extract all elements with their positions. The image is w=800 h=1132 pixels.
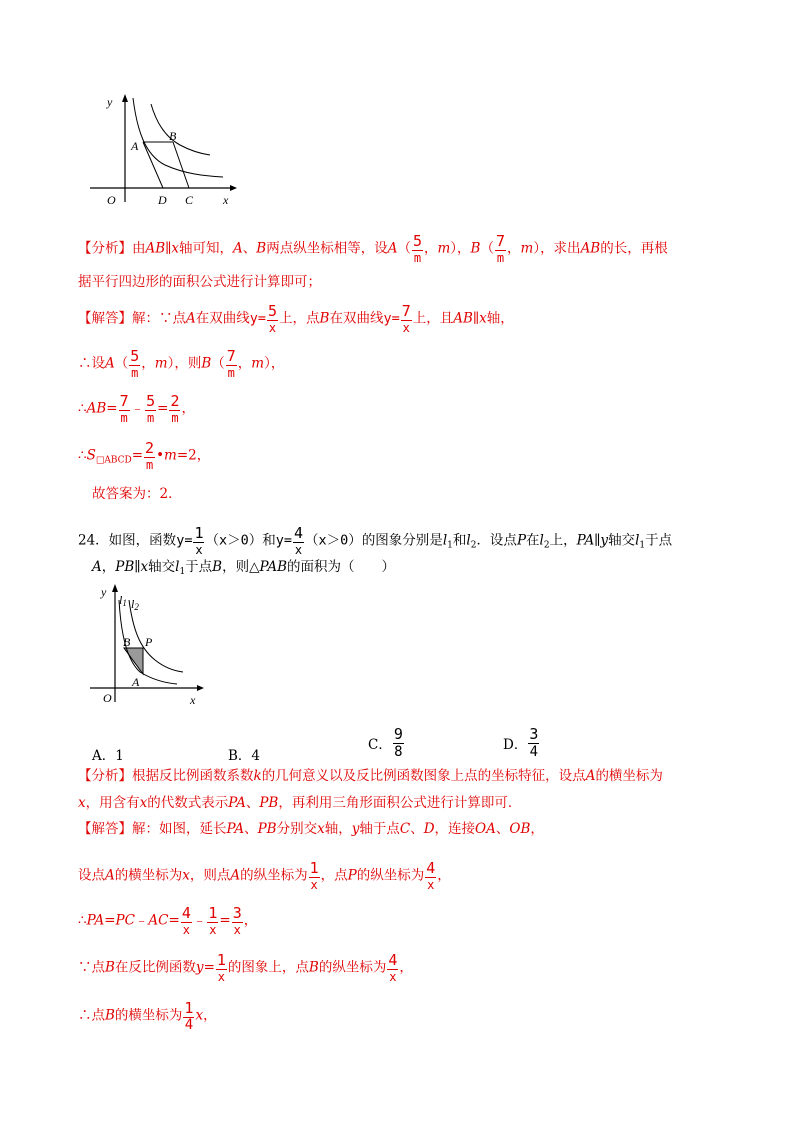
q24-line1 — [78, 525, 672, 557]
text: 轴， — [324, 821, 352, 837]
fraction — [193, 525, 204, 557]
option-c — [368, 726, 405, 760]
text: ， — [243, 912, 258, 929]
var: AB∥x — [145, 240, 180, 257]
var: m — [251, 355, 265, 372]
fig1-label-b: B — [169, 129, 177, 143]
text: ﹣ — [134, 912, 149, 929]
condition: （x＞0） — [305, 532, 362, 549]
numerator: 1 — [194, 524, 204, 542]
fig1-label-y: y — [107, 95, 113, 109]
var: B — [212, 559, 223, 575]
fraction — [309, 860, 320, 892]
text: 根据反比例函数系数 — [132, 768, 254, 784]
var: m — [154, 355, 168, 372]
text: 轴于点 — [359, 821, 400, 837]
text: ，点 — [320, 867, 348, 884]
text: 的纵坐标为 — [318, 959, 387, 976]
fraction — [293, 525, 304, 557]
text: ∴点 — [78, 1007, 105, 1024]
s1-solve-line2: ∴设A（ $\frac{5}{m}$ ，m），则B（ $\frac{7}{m}$ ，m）， — [78, 347, 285, 380]
text: ， — [399, 959, 413, 976]
var: B — [470, 240, 481, 257]
s2-analysis-line2 — [78, 794, 521, 812]
text: 、 — [242, 240, 257, 257]
fraction — [387, 952, 398, 984]
var: PB — [259, 795, 279, 811]
subscript: 2 — [543, 540, 550, 551]
fraction — [183, 1000, 194, 1032]
text: = — [104, 912, 116, 929]
fraction — [129, 348, 140, 380]
var: m — [520, 240, 534, 257]
figure-2-triangle — [85, 580, 215, 710]
fraction — [119, 393, 130, 425]
fraction — [169, 393, 180, 425]
denominator: x — [294, 543, 303, 557]
text: ，则△ — [222, 559, 260, 575]
fraction — [181, 905, 192, 937]
fig2-label-a: A — [132, 675, 140, 689]
text: 轴可知， — [179, 240, 234, 257]
fig2-shaded-triangle — [124, 648, 143, 674]
numerator: 7 — [119, 392, 129, 410]
var: C — [399, 821, 411, 837]
fig2-label-x: x — [190, 693, 196, 707]
text: 的图象上，点 — [227, 959, 309, 976]
option-a: A．1 — [92, 748, 124, 764]
l1: l — [119, 593, 123, 607]
solve-tag: 【解答】 — [78, 310, 132, 327]
numerator: 1 — [184, 999, 194, 1017]
fig1-bc — [173, 142, 189, 188]
var: AB — [86, 400, 107, 417]
text: 在双曲线 — [329, 310, 384, 327]
numerator: 5 — [130, 347, 140, 365]
text: ∴ — [78, 447, 87, 464]
equals: = — [219, 912, 231, 929]
text: 的纵坐标为 — [356, 867, 425, 884]
text: ， — [203, 1007, 217, 1024]
condition: （x＞0） — [205, 532, 263, 549]
text: ， — [437, 867, 451, 884]
var: A — [387, 240, 398, 257]
numerator: 3 — [232, 904, 242, 922]
var: PB — [257, 821, 277, 837]
var: AB∥x — [453, 310, 487, 327]
var: PA∥y — [576, 532, 609, 549]
var: x — [195, 1007, 204, 1024]
q24-line2 — [92, 558, 395, 581]
denominator: x — [310, 878, 318, 892]
var: PA — [228, 795, 246, 811]
denominator: x — [195, 543, 203, 557]
s1-answer: 故答案为：2． — [92, 486, 182, 502]
l2-sub: 2 — [134, 602, 139, 612]
denominator: 4 — [529, 744, 539, 760]
fig2-label-l1 — [119, 593, 127, 608]
fraction — [145, 393, 156, 425]
var: P — [516, 532, 527, 549]
analysis-tag: 【分析】 — [78, 768, 132, 784]
text: ，再利用三角形面积公式进行计算即可． — [278, 795, 522, 811]
text: ．设点 — [476, 532, 517, 549]
text: 轴交 — [608, 532, 636, 549]
label: C． — [368, 737, 392, 753]
fraction — [495, 233, 506, 265]
text: = — [106, 400, 118, 417]
text: 在双曲线 — [195, 310, 250, 327]
var: PC — [115, 912, 135, 929]
text: 的长，再根 — [600, 240, 668, 257]
text: 上，且 — [412, 310, 454, 327]
var: A — [105, 867, 115, 884]
text: 于点 — [645, 532, 673, 549]
var: A — [105, 355, 115, 372]
numerator: 4 — [426, 859, 436, 877]
fig2-label-l2 — [131, 597, 139, 612]
option-b: B．4 — [228, 748, 261, 764]
text: 在反比例函数 — [114, 959, 196, 976]
subscript: 1 — [639, 540, 646, 551]
var: B — [308, 959, 319, 976]
fig2-label-o: O — [103, 691, 112, 705]
var: l — [442, 532, 448, 549]
text: 、 — [410, 821, 424, 837]
denominator: x — [209, 923, 217, 937]
solve-tag: 【解答】 — [78, 821, 132, 837]
numerator: 1 — [309, 859, 319, 877]
text: 于点 — [185, 559, 213, 575]
var: P — [347, 867, 357, 884]
text: 的横坐标为 — [595, 768, 663, 784]
text: 的横坐标为 — [114, 867, 183, 884]
l1-sub: 1 — [122, 598, 127, 608]
text: 轴交 — [148, 559, 176, 575]
fraction — [232, 905, 243, 937]
minus: ﹣ — [192, 912, 207, 929]
var: D — [423, 821, 435, 837]
var: S — [86, 447, 96, 464]
var: A — [230, 867, 241, 884]
denominator: m — [171, 411, 179, 425]
denominator: x — [233, 923, 241, 937]
var: OA — [475, 821, 496, 837]
fraction — [216, 952, 227, 984]
var: m — [437, 240, 451, 257]
s2-solve-line4 — [78, 952, 413, 984]
text: = — [203, 959, 215, 976]
fig2-label-b: B — [123, 635, 131, 649]
equals: = — [157, 400, 169, 417]
var: y — [351, 821, 360, 837]
text: 、 — [245, 795, 260, 811]
var: A — [233, 240, 243, 257]
fraction — [144, 440, 155, 472]
fraction — [425, 860, 436, 892]
text: 的纵坐标为 — [240, 867, 308, 884]
text: 和 — [452, 532, 467, 549]
numerator: 4 — [181, 904, 191, 922]
var: B — [105, 959, 115, 976]
text: = — [168, 912, 180, 929]
subscript: □ABCD — [95, 455, 132, 466]
var: y — [195, 959, 204, 976]
fig1-curve-outer — [151, 104, 210, 155]
var: A — [186, 310, 196, 327]
y-eq: y= — [383, 310, 400, 327]
text: 分别交 — [276, 821, 318, 837]
fig1-label-o: O — [107, 193, 116, 207]
var: •m — [156, 447, 177, 464]
text: 两点纵坐标相等，设 — [266, 240, 388, 257]
numerator: 5 — [268, 302, 278, 320]
text: 由 — [132, 240, 146, 257]
text: ，则 — [174, 355, 202, 372]
fraction — [401, 303, 412, 335]
denominator: x — [268, 321, 277, 335]
text: 的几何意义以及反比例函数图象上点的坐标特征，设点 — [261, 768, 586, 784]
fig2-label-y: y — [101, 585, 107, 599]
var: A — [92, 559, 102, 575]
var: l — [539, 532, 544, 549]
subscript: 2 — [470, 540, 477, 551]
text: ，则点 — [189, 867, 231, 884]
s2-analysis-line1 — [78, 767, 663, 785]
var: B — [256, 240, 267, 257]
s1-solve-line3: ∴AB= $\frac{7}{m}$ ﹣ $\frac{5}{m}$ = $\frac{2}{m}$ ， — [78, 392, 195, 425]
fig1-ad — [143, 142, 163, 188]
subscript: 1 — [179, 567, 186, 577]
fraction — [267, 303, 278, 335]
fraction — [393, 726, 404, 760]
var: l — [175, 559, 180, 575]
denominator: m — [413, 251, 422, 265]
fraction — [412, 233, 423, 265]
var: B — [201, 355, 212, 372]
text: 解：∵点 — [132, 310, 186, 327]
var: PAB — [259, 559, 287, 575]
numerator: 4 — [388, 951, 398, 969]
fig2-label-p: P — [145, 635, 153, 649]
denominator: 4 — [184, 1017, 194, 1033]
s2-solve-line2 — [78, 860, 451, 892]
var: B — [105, 1007, 115, 1024]
denominator: x — [182, 923, 190, 937]
text: 轴， — [486, 310, 514, 327]
fraction — [528, 726, 539, 760]
denominator: x — [427, 878, 435, 892]
y-eq: y= — [275, 532, 293, 549]
numerator: 4 — [294, 524, 304, 542]
numerator: 7 — [401, 302, 411, 320]
option-d — [503, 726, 540, 760]
fig2-x-arrow — [197, 685, 204, 691]
denominator: x — [217, 970, 225, 984]
numerator: 1 — [208, 904, 218, 922]
s1-analysis-line1: 【分析】由AB∥x轴可知，A、B两点纵坐标相等，设A（ $\frac{5}{m}$ ，m），B（ $\frac{7}{m}$ ，m），求出AB的长，再根 — [78, 232, 668, 265]
text: ∴ — [78, 912, 87, 929]
y-eq: y= — [249, 310, 267, 327]
text: ，用含有 — [85, 795, 140, 811]
label: D． — [503, 737, 528, 753]
var: x — [317, 821, 325, 837]
text: ， — [530, 821, 544, 837]
var: PA — [86, 912, 105, 929]
var: PB∥x — [115, 559, 149, 575]
numerator: 7 — [226, 347, 236, 365]
fig1-x-arrow — [230, 185, 237, 191]
var: k — [253, 768, 262, 784]
denominator: x — [389, 970, 397, 984]
denominator: x — [402, 321, 410, 335]
s2-solve-line3 — [78, 905, 257, 937]
var: l — [466, 532, 471, 549]
text: 在 — [526, 532, 540, 549]
denominator: 8 — [394, 744, 403, 760]
fig1-label-c: C — [185, 193, 194, 207]
denominator: m — [496, 251, 505, 265]
numerator: 5 — [146, 392, 156, 410]
analysis-tag: 【分析】 — [78, 240, 132, 257]
text: 的代数式表示 — [147, 795, 229, 811]
numerator: 3 — [529, 725, 539, 743]
var: x — [182, 867, 190, 884]
text: 24．如图，函数 — [78, 532, 177, 549]
text: ，求出 — [540, 240, 581, 257]
text: 解：如图，延长 — [132, 821, 227, 837]
text: =2， — [176, 447, 211, 464]
text: 设点 — [78, 867, 105, 884]
y-eq: y= — [176, 532, 193, 549]
denominator: m — [120, 411, 128, 425]
var: AC — [148, 912, 169, 929]
fraction — [226, 348, 237, 380]
numerator: 9 — [393, 725, 403, 743]
var: x — [139, 795, 148, 811]
fig1-label-d: D — [158, 193, 167, 207]
text: = — [131, 447, 144, 464]
text: 上，点 — [279, 310, 320, 327]
subscript: 1 — [447, 540, 453, 551]
s2-solve-line5 — [78, 1000, 217, 1032]
denominator: m — [145, 458, 154, 472]
numerator: 5 — [412, 232, 422, 250]
l2: l — [131, 597, 135, 611]
text: 的图象分别是 — [361, 532, 443, 549]
var: OB — [509, 821, 531, 837]
denominator: m — [227, 366, 235, 380]
fig1-y-arrow — [122, 94, 128, 102]
text: 的横坐标为 — [114, 1007, 183, 1024]
text: ， — [101, 559, 116, 575]
text: ∴ — [78, 400, 87, 417]
s2-solve-line1 — [78, 820, 544, 838]
text: 上， — [549, 532, 577, 549]
var: x — [78, 795, 86, 811]
numerator: 2 — [145, 439, 155, 457]
s1-analysis-line2: 据平行四边形的面积公式进行计算即可； — [78, 274, 321, 290]
text: ∴设 — [78, 355, 105, 372]
fraction — [207, 905, 218, 937]
var: A — [585, 768, 596, 784]
fig2-y-arrow — [112, 584, 118, 592]
var: PA — [226, 821, 245, 837]
figure-1-parallelogram — [85, 90, 245, 215]
fig1-label-x: x — [223, 193, 229, 207]
var: l — [635, 532, 640, 549]
minus: ﹣ — [130, 400, 145, 417]
text: 的面积为（ ） — [287, 559, 395, 575]
denominator: m — [131, 366, 139, 380]
s1-solve-line1 — [78, 303, 514, 335]
text: 、 — [495, 821, 510, 837]
denominator: m — [147, 411, 155, 425]
var: B — [319, 310, 330, 327]
text: ，连接 — [434, 821, 476, 837]
text: ∵点 — [78, 959, 105, 976]
text: 、 — [244, 821, 258, 837]
text: 和 — [262, 532, 276, 549]
numerator: 2 — [170, 392, 180, 410]
numerator: 7 — [495, 232, 505, 250]
var: AB — [580, 240, 601, 257]
s1-solve-line4 — [78, 440, 210, 472]
fig1-curve-inner — [133, 98, 223, 177]
numerator: 1 — [216, 951, 226, 969]
fig1-label-a: A — [131, 139, 139, 153]
